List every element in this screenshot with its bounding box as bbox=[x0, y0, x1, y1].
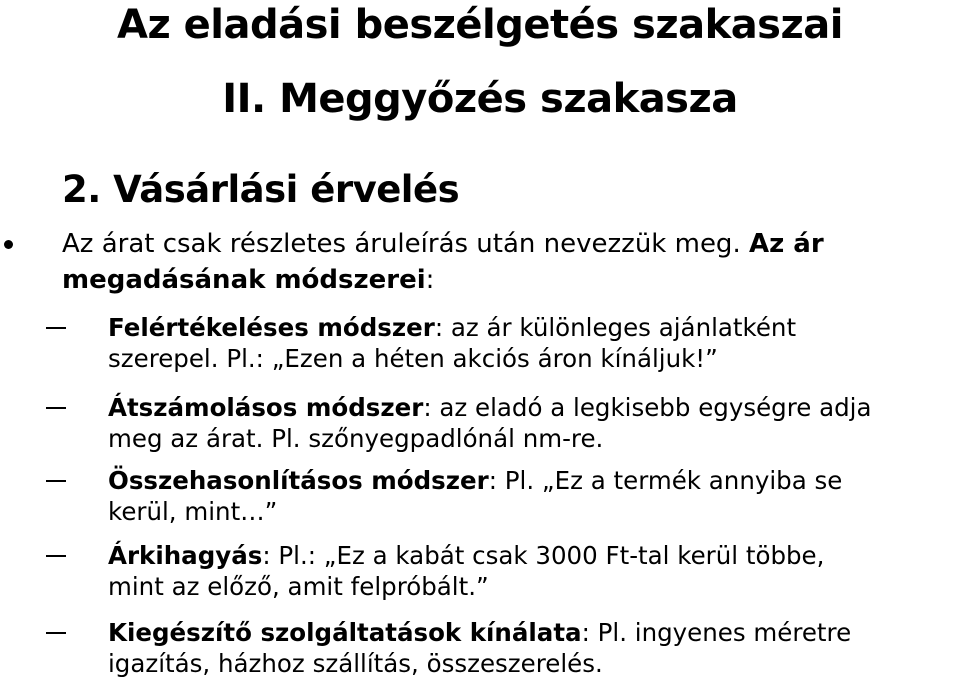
method-text bbox=[108, 540, 948, 602]
method-text bbox=[108, 312, 948, 374]
bullet-text bbox=[62, 226, 952, 298]
method-description: : Pl. „Ez a termék annyiba se bbox=[488, 466, 843, 495]
bullet-line-2-normal: : bbox=[425, 265, 435, 295]
bullet-line-2 bbox=[62, 262, 952, 298]
method-line-1 bbox=[108, 617, 948, 648]
method-text bbox=[108, 465, 948, 527]
method-description: : Pl.: „Ez a kabát csak 3000 Ft-tal kerül többe, bbox=[262, 541, 825, 570]
method-description: : az eladó a legkisebb egységre adja bbox=[423, 393, 872, 422]
method-name: Kiegészítő szolgáltatások kínálata bbox=[108, 618, 582, 647]
method-name: Összehasonlításos módszer bbox=[108, 466, 489, 495]
method-line-2: igazítás, házhoz szállítás, összeszerelés. bbox=[108, 649, 603, 678]
dash-icon bbox=[46, 555, 66, 557]
method-line-1 bbox=[108, 540, 948, 571]
method-text bbox=[108, 617, 948, 679]
method-name: Felértékeléses módszer bbox=[108, 313, 435, 342]
method-line-2: mint az előző, amit felpróbált.” bbox=[108, 572, 489, 601]
method-description: : az ár különleges ajánlatként bbox=[434, 313, 797, 342]
section-heading: 2. Vásárlási érvelés bbox=[62, 168, 460, 211]
method-line-2: szerepel. Pl.: „Ezen a héten akciós áron kínáljuk!” bbox=[108, 344, 718, 373]
method-line-1 bbox=[108, 312, 948, 343]
method-line-1 bbox=[108, 465, 948, 496]
method-text bbox=[108, 392, 948, 454]
slide-title: Az eladási beszélgetés szakaszai bbox=[117, 2, 843, 48]
dash-icon bbox=[46, 480, 66, 482]
method-description: : Pl. ingyenes méretre bbox=[581, 618, 852, 647]
dash-icon bbox=[46, 327, 66, 329]
bullet-line-1 bbox=[62, 226, 952, 262]
method-line-2: meg az árat. Pl. szőnyegpadlónál nm-re. bbox=[108, 424, 604, 453]
slide-subtitle: II. Meggyőzés szakasza bbox=[222, 76, 738, 122]
method-line-2: kerül, mint…” bbox=[108, 497, 278, 526]
method-name: Átszámolásos módszer bbox=[108, 393, 424, 422]
bullet-line-2-bold: megadásának módszerei bbox=[62, 265, 426, 295]
method-line-1 bbox=[108, 392, 948, 423]
bullet-dot-icon bbox=[4, 240, 13, 249]
dash-icon bbox=[46, 407, 66, 409]
dash-icon bbox=[46, 632, 66, 634]
bullet-line-1-normal: Az árat csak részletes áruleírás után nevezzük meg. bbox=[62, 229, 749, 259]
method-name: Árkihagyás bbox=[108, 541, 263, 570]
bullet-line-1-bold: Az ár bbox=[748, 229, 824, 259]
